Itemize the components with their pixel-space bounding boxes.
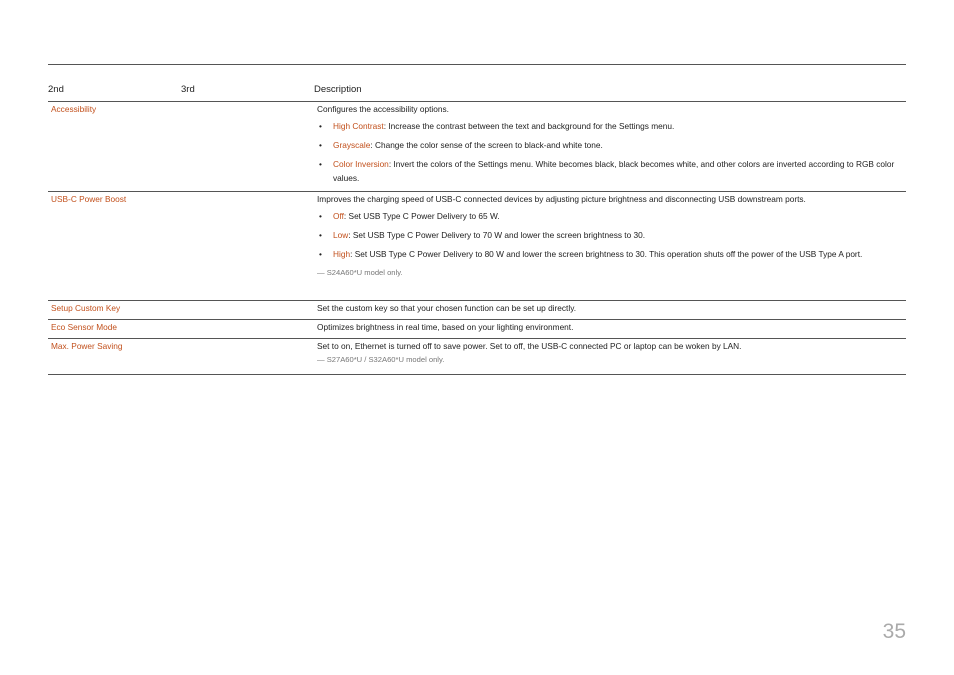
option-term: High bbox=[333, 249, 351, 259]
option-term: Low bbox=[333, 230, 349, 240]
option-text: : Increase the contrast between the text and background for the Settings menu. bbox=[383, 121, 675, 131]
list-item bbox=[317, 157, 898, 185]
desc-text: Optimizes brightness in real time, based on your lighting environment. bbox=[317, 322, 574, 332]
item-accessibility[interactable]: Accessibility bbox=[51, 104, 97, 114]
list-item bbox=[317, 119, 898, 133]
option-text: : Set USB Type C Power Delivery to 65 W. bbox=[343, 211, 500, 221]
list-item bbox=[317, 209, 898, 223]
option-list bbox=[317, 209, 898, 261]
desc-max-power-saving bbox=[317, 339, 906, 367]
option-term: High Contrast bbox=[333, 121, 384, 131]
desc-text: Improves the charging speed of USB-C connected devices by adjusting picture brightness and disconnecting USB downstream ports. bbox=[317, 194, 806, 204]
header-description: Description bbox=[314, 84, 362, 95]
table-row-eco-sensor-mode bbox=[48, 320, 906, 339]
option-text: : Invert the colors of the Settings menu. White becomes black, black becomes white, and other colors are inverted according to RGB color values. bbox=[333, 159, 895, 183]
desc-text: Set the custom key so that your chosen function can be set up directly. bbox=[317, 303, 577, 313]
table-row-accessibility bbox=[48, 102, 906, 192]
table-row-max-power-saving bbox=[48, 339, 906, 375]
option-term: Grayscale bbox=[333, 140, 371, 150]
option-text: : Change the color sense of the screen to black-and white tone. bbox=[370, 140, 603, 150]
option-text: : Set USB Type C Power Delivery to 70 W and lower the screen brightness to 30. bbox=[348, 230, 646, 240]
desc-accessibility bbox=[317, 102, 906, 185]
desc-text: Configures the accessibility options. bbox=[317, 104, 449, 114]
item-setup-custom-key[interactable]: Setup Custom Key bbox=[51, 303, 121, 313]
item-usbc-power-boost[interactable]: USB-C Power Boost bbox=[51, 194, 127, 204]
bullet-icon: • bbox=[319, 121, 322, 131]
table-row-setup-custom-key bbox=[48, 301, 906, 320]
item-eco-sensor-mode[interactable]: Eco Sensor Mode bbox=[51, 322, 117, 332]
header-2nd: 2nd bbox=[48, 84, 64, 95]
desc-setup-custom-key bbox=[317, 301, 906, 315]
bullet-icon: • bbox=[319, 211, 322, 221]
desc-eco-sensor-mode bbox=[317, 320, 906, 334]
header-3rd: 3rd bbox=[181, 84, 195, 95]
bullet-icon: • bbox=[319, 140, 322, 150]
desc-text: Set to on, Ethernet is turned off to save power. Set to off, the USB-C connected PC or laptop can be woken by LAN. bbox=[317, 341, 742, 351]
top-rule bbox=[48, 64, 906, 65]
desc-usbc-power-boost bbox=[317, 192, 906, 280]
table-row-usbc-power-boost bbox=[48, 192, 906, 301]
bullet-icon: • bbox=[319, 159, 322, 169]
bullet-icon: • bbox=[319, 249, 322, 259]
table-header bbox=[48, 82, 906, 102]
option-term: Off bbox=[333, 211, 344, 221]
list-item bbox=[317, 228, 898, 242]
list-item bbox=[317, 138, 898, 152]
model-note: ― S27A60*U / S32A60*U model only. bbox=[317, 355, 445, 364]
option-term: Color Inversion bbox=[333, 159, 389, 169]
option-list bbox=[317, 119, 898, 185]
bullet-icon: • bbox=[319, 230, 322, 240]
list-item bbox=[317, 247, 898, 261]
settings-table bbox=[48, 82, 906, 375]
page-number: 35 bbox=[882, 620, 906, 643]
option-text: : Set USB Type C Power Delivery to 80 W and lower the screen brightness to 30. This operation shuts off the power of the USB Type A port. bbox=[350, 249, 863, 259]
model-note: ― S24A60*U model only. bbox=[317, 268, 403, 277]
item-max-power-saving[interactable]: Max. Power Saving bbox=[51, 341, 123, 351]
